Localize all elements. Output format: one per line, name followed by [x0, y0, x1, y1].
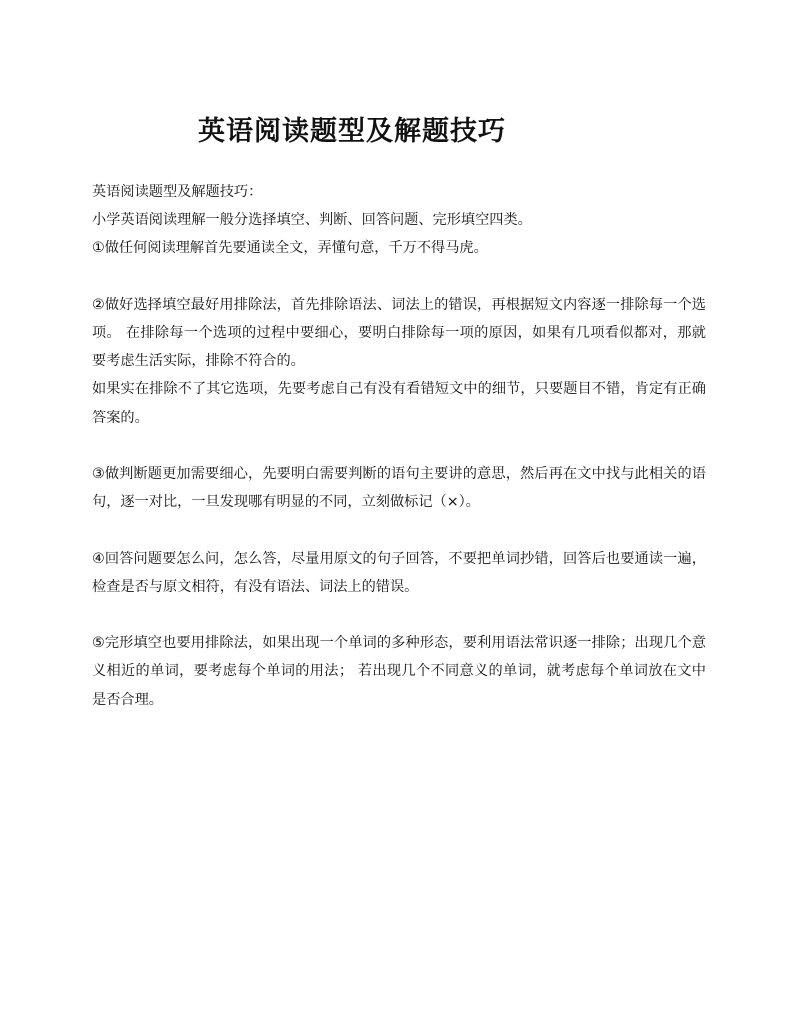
document-title: 英语阅读题型及解题技巧: [198, 116, 506, 147]
tip-5-paragraph: ⑤完形填空也要用排除法，如果出现一个单词的多种形态，要利用语法常识逐一排除；出现几个意义相近的单词，要考虑每个单词的用法； 若出现几个不同意义的单词，就考虑每个单词放在文中是否合理。: [92, 635, 706, 708]
tip-3-paragraph: ③做判断题更加需要细心，先要明白需要判断的语句主要讲的意思，然后再在文中找与此相关的语句，逐一对比，一旦发现哪有明显的不同，立刻做标记（×）。: [92, 466, 706, 511]
paragraph-spacer: [92, 601, 706, 629]
paragraph-spacer: [92, 263, 706, 291]
tip-1-paragraph: ①做任何阅读理解首先要通读全文，弄懂句意，千万不得马虎。: [92, 240, 488, 257]
tip-4-paragraph: ④回答问题要怎么问，怎么答，尽量用原文的句子回答，不要把单词抄错，回答后也要通读一遍，检查是否与原文相符，有没有语法、词法上的错误。: [92, 550, 706, 595]
overview-paragraph: 小学英语阅读理解一般分选择填空、判断、回答问题、完形填空四类。: [92, 212, 532, 229]
intro-line: 英语阅读题型及解题技巧：: [92, 184, 263, 200]
tip-2-paragraph: ②做好选择填空最好用排除法，首先排除语法、词法上的错误，再根据短文内容逐一排除每一个选项。 在排除每一个选项的过程中要细心，要明白排除每一项的原因，如果有几项看似都对，那就要考虑生活实际，排除不符合的。: [92, 296, 706, 370]
tip-2-extra-paragraph: 如果实在排除不了其它选项，先要考虑自己有没有看错短文中的细节，只要题目不错，肯定有正确答案的。: [92, 381, 706, 426]
paragraph-spacer: [92, 516, 706, 544]
paragraph-spacer: [92, 432, 706, 460]
document-body: [92, 178, 706, 714]
